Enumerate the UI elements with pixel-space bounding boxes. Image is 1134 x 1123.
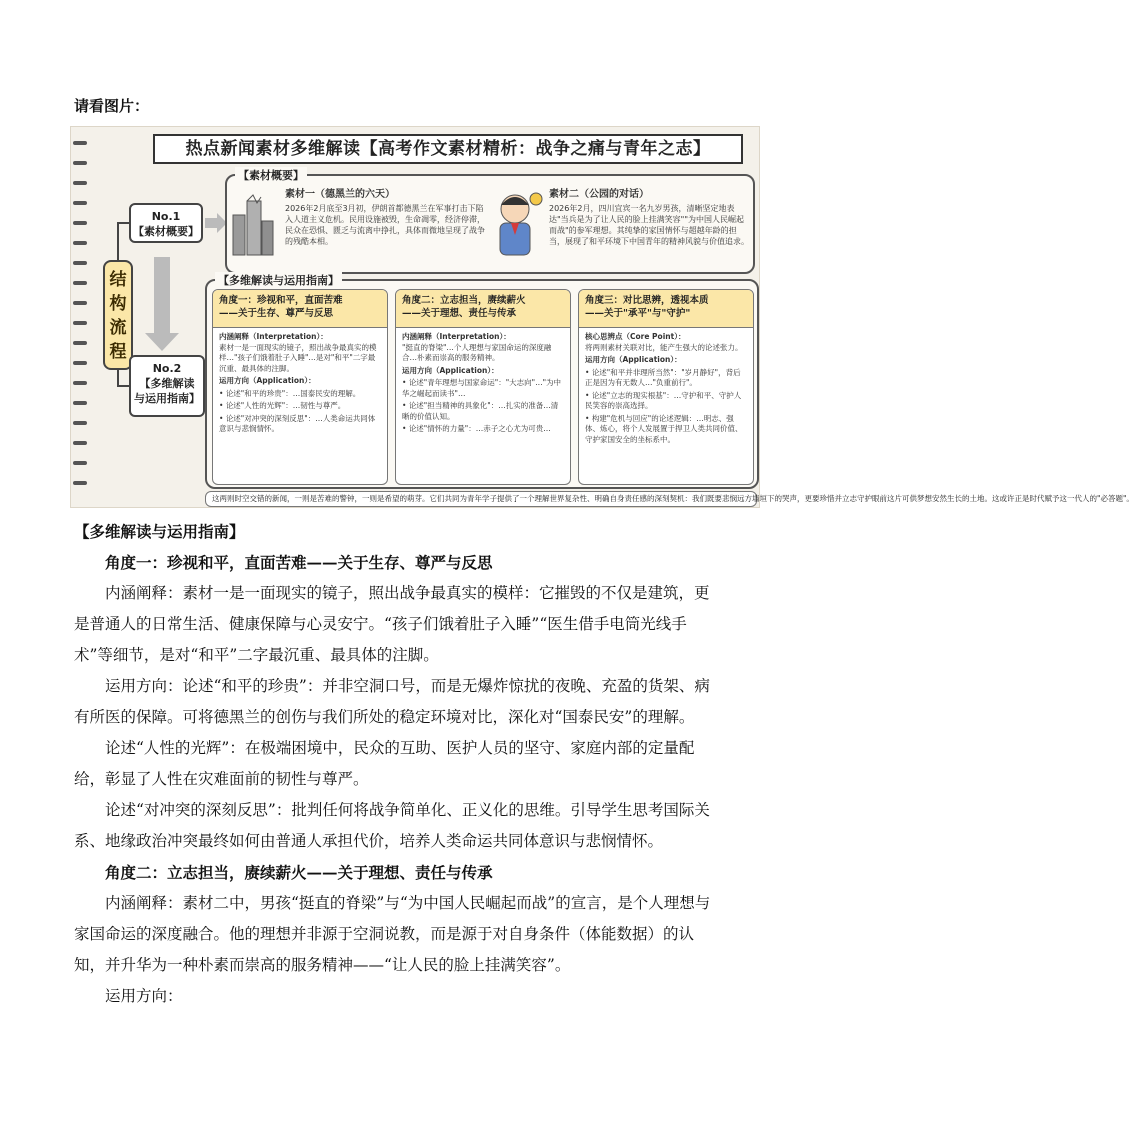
angle-one-application-1: 运用方向：论述“和平的珍贵”：并非空洞口号，而是无爆炸惊扰的夜晚、充盈的货架、病有所医的保障。可将德黑兰的创伤与我们所处的稳定环境对比，深化对“国泰民安”的理解。 [74, 677, 710, 726]
boy-icon [491, 187, 543, 259]
infographic-title: 热点新闻素材多维解读【高考作文素材精析：战争之痛与青年之志】 [153, 134, 743, 164]
angle-one-title: 角度一：珍视和平，直面苦难——关于生存、尊严与反思 [105, 553, 493, 572]
angle-card-1: 角度一：珍视和平，直面苦难 ——关于生存、尊严与反思 内涵阐释（Interpretation）： 素材一是一面现实的镜子，照出战争最真实的模样…"孩子们饿着肚子入睡"…是对"和平"二字最沉重、最具体的注脚。 运用方向（Application）： • 论述"和平的珍贵"：…国泰民安的理解。 • 论述"人性的光辉"：…韧性与尊严。 • 论述"对冲突的深刻反思"：…人类命运共同体意识与悲悯情怀。 [212, 289, 388, 485]
prompt-text: 请看图片： [74, 97, 150, 115]
angle-card-3: 角度三：对比思辨，透视本质 ——关于"承平"与"守护" 核心思辨点（Core Point）： 将两则素材关联对比，能产生强大的论述张力。 运用方向（Application）： • 论述"和平并非理所当然"："岁月静好"，背后正是因为有无数人…"负重前行"。 • 论述"立志的现实根基"：…守护和平、守护人民笑容的崇高选择。 • 构建"危机与回应"的论述逻辑：…明志、强体、炼心，将个人发展置于捍卫人类共同价值、守护家国安全的坐标系中。 [578, 289, 754, 485]
notebook-spiral [71, 127, 89, 509]
angle-one-application-3: 论述“对冲突的深刻反思”：批判任何将战争简单化、正义化的思维。引导学生思考国际关系、地缘政治冲突最终如何由普通人承担代价，培养人类命运共同体意识与悲悯情怀。 [74, 801, 710, 850]
right-arrow-icon [205, 218, 217, 228]
section-title: 【多维解读与运用指南】 [74, 522, 245, 541]
angle-two-interpretation: 内涵阐释：素材二中，男孩“挺直的脊梁”与“为中国人民崛起而战”的宣言，是个人理想与家国命运的深度融合。他的理想并非源于空洞说教，而是源于对自身条件（体能数据）的认知，并升华为一种朴素而崇高的服务精神——“让人民的脸上挂满笑容”。 [74, 894, 711, 974]
guide-tag: 【多维解读与运用指南】 [215, 272, 342, 288]
flow-label: 结 构 流 程 [103, 260, 133, 370]
document-body [74, 516, 724, 1012]
node-guide: No.2 【多维解读 与运用指南】 [129, 355, 205, 417]
summary-bar: 这两则时空交错的新闻，一则是苦难的警钟，一则是希望的萌芽。它们共同为青年学子提供了一个理解世界复杂性、明确自身责任感的深刻契机：我们既要悲悯远方墙垣下的哭声，更要珍惜并立志守护眼前这片可供梦想安然生长的土地。这或许正是时代赋予这一代人的"必答题"。 [205, 491, 757, 507]
ruined-buildings-icon [231, 193, 275, 257]
angle-two-application-label: 运用方向： [105, 987, 183, 1005]
material-one-card: 素材一（德黑兰的六天） 2026年2月底至3月初，伊朗首都德黑兰在军事打击下陷入人道主义危机。民用设施被毁，生命凋零，经济停滞，民众在恐惧、匮乏与流离中挣扎，具体而微地呈现了战争的残酷本相。 [285, 189, 485, 246]
node-overview: No.1 【素材概要】 [129, 203, 203, 243]
angle-card-2: 角度二：立志担当，赓续薪火 ——关于理想、责任与传承 内涵阐释（Interpretation）： "挺直的脊梁"…个人理想与家国命运的深度融合…朴素而崇高的服务精神。 运用方向（Application）： • 论述"青年理想与国家命运"："大志向"…"为中华之崛起而读书"… • 论述"担当精神的具象化"：…扎实的准备…清晰的价值认知。 • 论述"情怀的力量"：…赤子之心尤为可贵… [395, 289, 571, 485]
infographic [70, 126, 1134, 508]
angle-one-application-2: 论述“人性的光辉”：在极端困境中，民众的互助、医护人员的坚守、家庭内部的定量配给，彰显了人性在灾难面前的韧性与尊严。 [74, 739, 695, 788]
overview-tag: 【素材概要】 [235, 167, 307, 183]
angle-one-interpretation: 内涵阐释：素材一是一面现实的镜子，照出战争最真实的模样：它摧毁的不仅是建筑，更是普通人的日常生活、健康保障与心灵安宁。“孩子们饿着肚子入睡”“医生借手电筒光线手术”等细节，是对“和平”二字最沉重、最具体的注脚。 [74, 584, 710, 664]
angle-two-title: 角度二：立志担当，赓续薪火——关于理想、责任与传承 [105, 863, 493, 882]
material-two-card: 素材二（公园的对话） 2026年2月，四川宜宾一名九岁男孩，清晰坚定地表达"当兵是为了让人民的脸上挂满笑容""为中国人民崛起而战"的参军理想。其纯挚的家国情怀与超越年龄的担当，展现了和平环境下中国青年的精神风貌与价值追求。 [549, 189, 749, 246]
down-arrow-icon [154, 257, 170, 335]
